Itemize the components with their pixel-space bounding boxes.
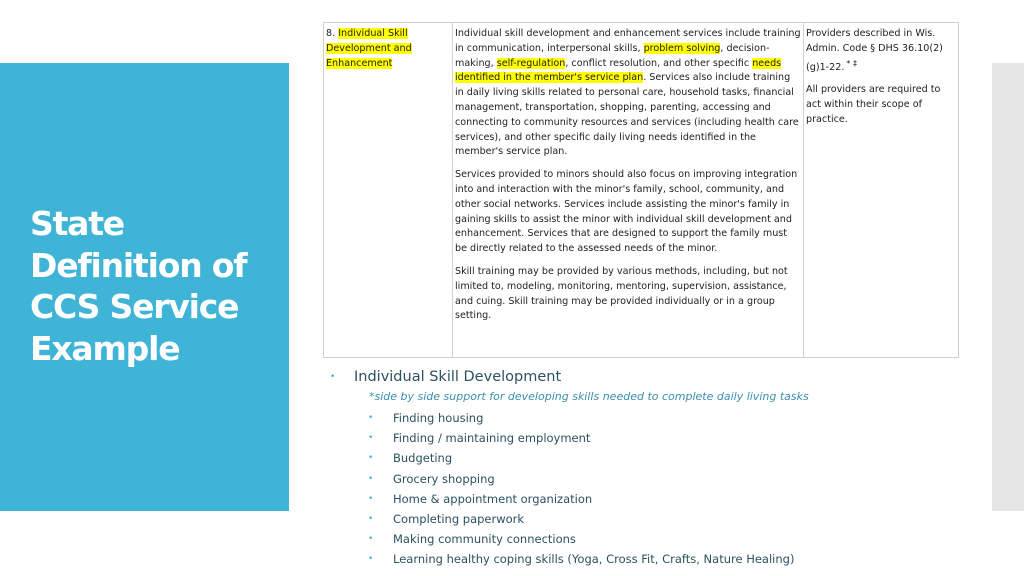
list-item (330, 408, 990, 428)
list-item (330, 469, 990, 489)
highlighted-term: problem solving (643, 42, 721, 54)
description-text: Individual skill development and enhancement services include training in communication, interpersonal skills, (455, 28, 801, 54)
list-item (330, 509, 990, 529)
service-definition-table (323, 22, 959, 358)
slide-title-line: State (30, 204, 124, 243)
bullet-dot-icon: • (368, 413, 374, 423)
providers-cell (804, 23, 959, 358)
list-item-label: Finding / maintaining employment (393, 431, 591, 446)
slide-title-line: Definition of (30, 245, 247, 285)
service-name-highlight: Individual Skill (338, 28, 408, 39)
highlighted-term: self-regulation (496, 57, 566, 69)
slide-title-line: CCS Service (30, 287, 239, 326)
list-item (330, 529, 990, 549)
service-number: 8. (326, 28, 336, 39)
bullet-list (330, 366, 990, 570)
slide-title-line: Example (30, 328, 180, 368)
table-row (324, 23, 959, 358)
footnote-marks: * ‡ (846, 58, 857, 68)
description-text: , decision-making, (455, 42, 770, 69)
list-item-label: Home & appointment organization (393, 491, 593, 506)
list-item (330, 428, 990, 448)
bullet-dot-icon: • (368, 473, 374, 484)
list-item-label: Learning healthy coping skills (Yoga, Cross Fit, Crafts, Nature Healing) (393, 552, 795, 567)
list-item-label: Budgeting (393, 451, 453, 466)
providers-paragraph: All providers are required to act within their scope of practice. (806, 84, 941, 125)
service-name-highlight: Enhancement (326, 57, 393, 69)
list-item (330, 448, 990, 468)
bullet-note: *side by side support for developing skills needed to complete daily living tasks (369, 390, 809, 403)
list-item-label: Completing paperwork (393, 511, 525, 526)
list-item (330, 366, 990, 388)
list-item (330, 489, 990, 509)
description-paragraph (455, 27, 801, 160)
bullet-dot-icon: • (368, 453, 374, 464)
side-strip (992, 63, 1024, 511)
list-item-label: Making community connections (393, 532, 576, 547)
description-paragraph: Services provided to minors should also focus on improving integration into and interaction with the minor's family, school, community, and other social networks. Services include assisting the minor's family in gaining skills to assist the minor with individual skill development and enhancement. Services that are designed to support the family must be directly related to the assessed needs of the minor. (455, 169, 798, 255)
bullet-heading: Individual Skill Development (354, 369, 562, 385)
slide-title (30, 203, 280, 369)
description-paragraph: Skill training may be provided by various methods, including, but not limited to, modeling, monitoring, mentoring, supervision, assistance, and cuing. Skill training may be provided individually or in a group setting. (455, 265, 788, 322)
bullet-dot-icon: • (368, 433, 374, 444)
providers-text: Providers described in Wis. Admin. Code § DHS 36.10(2)(g)1-22. (806, 28, 943, 73)
bullet-dot-icon: • (330, 372, 336, 382)
list-item (330, 549, 990, 569)
service-name-highlight: Development and (326, 42, 412, 54)
description-text: . Services also include training in daily living skills related to personal care, household tasks, financial management, transportation, shopping, parenting, accessing and connecting to community resources and services (including health care services), and other specific daily living needs identified in the member's service plan. (455, 72, 799, 158)
bullet-dot-icon: • (368, 493, 374, 504)
list-item-label: Grocery shopping (393, 471, 495, 486)
list-item-label: Finding housing (393, 411, 484, 425)
providers-paragraph (806, 27, 956, 75)
bullet-dot-icon: • (368, 513, 374, 524)
service-description-cell (453, 23, 804, 358)
highlighted-term: needs identified in the member's service plan (455, 57, 782, 84)
bullet-dot-icon: • (368, 554, 374, 565)
service-name-cell (324, 23, 453, 358)
description-text: , conflict resolution, and other specific (565, 57, 753, 69)
bullet-dot-icon: • (368, 534, 374, 545)
